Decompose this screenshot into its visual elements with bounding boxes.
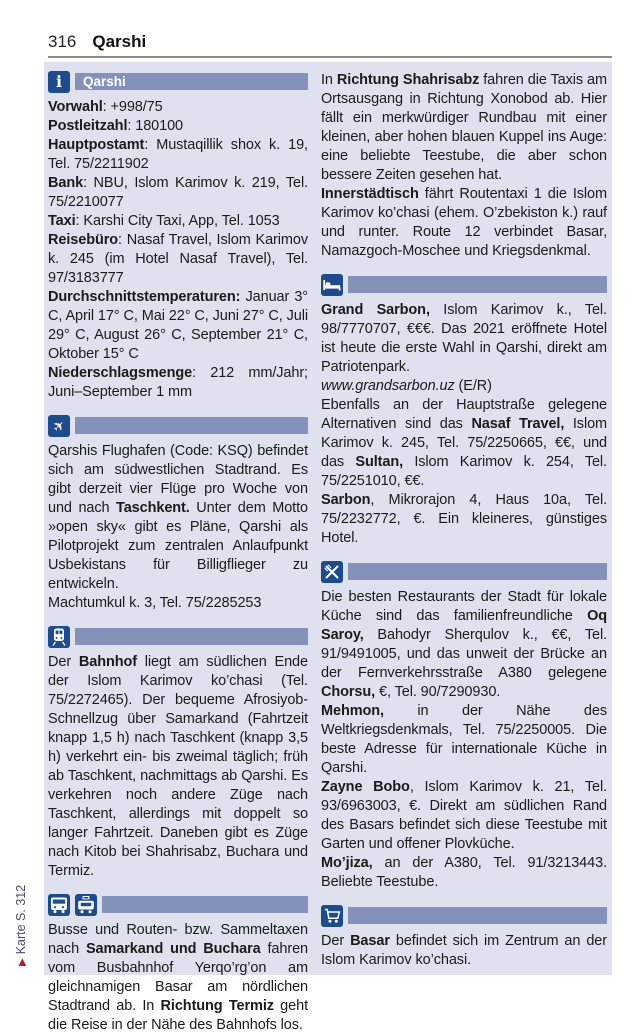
- paragraph: [321, 377, 607, 396]
- bold-text: Postleitzahl: [48, 118, 128, 134]
- text: : Karshi City Taxi, App, Tel. 1053: [75, 213, 280, 229]
- text: Die besten Restaurants der Stadt für lokale Küche sind das familienfreundliche: [321, 589, 607, 624]
- bold-text: Durchschnittstemperaturen:: [48, 289, 241, 305]
- paragraph: [321, 301, 607, 377]
- text: : 212 mm/Jahr; Juni–September 1 mm: [48, 365, 308, 400]
- section: [321, 561, 607, 892]
- text: fährt Routentaxi 1 die Islom Karimov ko’chasi (ehem. O’zbekiston k.) rauf und runter. Route 12 verbindet Basar, Namazgoch-Moschee und Kriegsdenkmal.: [321, 186, 607, 259]
- text: : 180100: [127, 118, 184, 134]
- text: an der A380, Tel. 91/3213443. Beliebte Teestube.: [321, 855, 607, 890]
- section-header: [321, 274, 607, 296]
- bold-text: Samarkand und Buchara: [85, 941, 261, 957]
- bold-text: Chorsu,: [321, 684, 376, 700]
- bold-text: Mo’jiza,: [321, 855, 373, 871]
- text: In: [321, 72, 337, 88]
- train-icon: [48, 626, 70, 648]
- section: [48, 415, 308, 613]
- paragraph: [321, 71, 607, 185]
- text: Der: [48, 654, 79, 670]
- paragraph: [48, 653, 308, 881]
- paragraph: [321, 491, 607, 548]
- paragraph: [48, 288, 308, 364]
- section-header: [48, 626, 308, 648]
- text: Januar 3° C, April 17° C, Mai 22° C, Juni 27° C, Juli 29° C, August 26° C, September 21° C, Oktober 15° C: [48, 289, 308, 362]
- section-header-bar: [75, 628, 308, 645]
- bold-text: Innerstädtisch: [321, 186, 419, 202]
- paragraph: [48, 231, 308, 288]
- bold-text: Oq Saroy,: [321, 608, 607, 643]
- info-icon: i: [48, 71, 70, 93]
- bed-icon: [321, 274, 343, 296]
- airplane-icon: ✈: [49, 416, 69, 436]
- text: geht die Reise in der Nähe des Bahnhofs los.: [48, 998, 308, 1033]
- section: [321, 905, 607, 970]
- text: Machtumkul k. 3, Tel. 75/2285253: [48, 595, 262, 611]
- section: [321, 71, 607, 261]
- text: Ebenfalls an der Hauptstraße gelegene Alternativen sind das: [321, 397, 607, 432]
- bold-text: Niederschlagsmenge: [48, 365, 193, 381]
- paragraph: [321, 185, 607, 261]
- paragraph: [48, 364, 308, 402]
- text: Unter dem Motto »open sky« gibt es Pläne, Qarshi als Pilotprojekt zum zentralen Anlaufpunkt Usbekistans für Billigflieger zu entwickeln.: [48, 500, 308, 592]
- map-marker-icon: ▶: [17, 958, 28, 966]
- paragraph: [48, 174, 308, 212]
- text: Bahodyr Sherqulov k., €€, Tel. 91/9491005, und das unweit der Brücke an der Fernverkehrsstraße A380 gelegene: [321, 627, 607, 681]
- text: : +998/75: [102, 99, 163, 115]
- paragraph: [321, 854, 607, 892]
- text: , Mikrorajon 4, Haus 10a, Tel. 75/2232772, €. Ein kleineres, günstiges Hotel.: [321, 492, 607, 546]
- shopping-cart-icon: [321, 905, 343, 927]
- section-header-bar: [102, 896, 308, 913]
- restaurant-icon: [321, 561, 343, 583]
- text: : Nasaf Travel, Islom Karimov k. 245 (im Hotel Nasaf Travel), Tel. 97/3183777: [48, 232, 308, 286]
- bold-text: Richtung Termiz: [160, 998, 274, 1014]
- text: Islom Karimov k. 254, Tel. 75/2251010, €€.: [321, 454, 607, 489]
- bold-text: Zayne Bobo: [321, 779, 410, 795]
- section: [48, 626, 308, 881]
- text: (E/R): [454, 378, 492, 394]
- paragraph: [321, 778, 607, 854]
- paragraph: [48, 442, 308, 594]
- text: €, Tel. 90/7290930.: [375, 684, 501, 700]
- bold-text: Nasaf Travel,: [471, 416, 565, 432]
- text: : Mustaqillik shox k. 19, Tel. 75/2211902: [48, 137, 308, 172]
- section-header: [48, 894, 308, 916]
- paragraph: [321, 588, 607, 702]
- margin-note: [14, 846, 30, 966]
- bold-text: Sarbon: [321, 492, 371, 508]
- page-number: 316: [48, 32, 77, 51]
- paragraph: [321, 932, 607, 970]
- section-header-bar-label: Qarshi: [75, 73, 308, 90]
- section-header-bar: [348, 907, 607, 924]
- info-box: [44, 62, 612, 1033]
- bold-text: Basar: [350, 933, 390, 949]
- text: befindet sich im Zentrum an der Islom Karimov ko’chasi.: [321, 933, 607, 968]
- text: Der: [321, 933, 351, 949]
- text: : NBU, Islom Karimov k. 219, Tel. 75/2210077: [48, 175, 308, 210]
- paragraph: [48, 117, 308, 136]
- header-rule: [48, 56, 612, 58]
- bold-text: Mehmon,: [321, 703, 384, 719]
- section-header: [321, 905, 607, 927]
- right-column: [321, 71, 608, 968]
- bold-text: Richtung Shahrisabz: [336, 72, 480, 88]
- bold-text: Bahnhof: [78, 654, 137, 670]
- text: fahren vom Busbahnhof Yerqo’rg’on am gleichnamigen Basar am nördlichen Stadtrand ab. In: [48, 941, 308, 1014]
- bold-text: Bank: [48, 175, 84, 191]
- section-header-bar: [348, 276, 607, 293]
- section-header-bar: [348, 563, 607, 580]
- paragraph: [48, 212, 308, 231]
- section: [48, 894, 308, 1035]
- bold-text: Taschkent.: [116, 500, 190, 516]
- bus-icon: [48, 894, 70, 916]
- text: in der Nähe des Weltkriegsdenkmals, Tel. 75/2250005. Die beste Adresse für internationale Küche in Qarshi.: [321, 703, 607, 776]
- bold-text: Grand Sarbon,: [321, 302, 430, 318]
- text: Islom Karimov k., Tel. 98/7770707, €€€. Das 2021 eröffnete Hotel ist heute die erste Wahl in Qarshi, direkt am Patriotenpark.: [321, 302, 607, 375]
- page-header: [48, 32, 146, 52]
- bold-text: Taxi: [48, 213, 76, 229]
- text: fahren die Taxis am Ortsausgang in Richtung Xonobod ab. Hier fällt ein merkwürdiger Rundbau mit einer kleinen, aber hohen blauen Kuppel ins Auge: eine beliebte Teestube, die aber schon bessere Zeiten gesehen hat.: [321, 72, 608, 183]
- bold-text: Vorwahl: [48, 99, 103, 115]
- italic-text: www.grandsarbon.uz: [321, 378, 455, 394]
- text: , Islom Karimov k. 21, Tel. 93/6963003, €. Direkt am südlichen Rand des Basars befindet sich diese Teestube mit Garten und offener Plovküche.: [321, 779, 607, 852]
- page-title: Qarshi: [92, 32, 147, 51]
- paragraph: [48, 921, 308, 1035]
- section-header: [48, 415, 308, 437]
- left-column: [48, 71, 308, 1033]
- section-header-bar: [75, 417, 308, 434]
- bold-text: Hauptpostamt: [48, 137, 145, 153]
- bold-text: Reisebüro: [48, 232, 119, 248]
- bold-text: Sultan,: [355, 454, 404, 470]
- section-header: [321, 561, 607, 583]
- paragraph: [321, 702, 607, 778]
- section: [48, 71, 308, 402]
- text: Qarshis Flughafen (Code: KSQ) befindet sich am südwestlichen Stadtrand. Es gibt derzeit vier Flüge pro Woche von und nach: [48, 443, 308, 516]
- paragraph: [48, 594, 308, 613]
- paragraph: [48, 98, 308, 117]
- text: Busse und Routen- bzw. Sammeltaxen nach: [48, 922, 308, 957]
- text: Islom Karimov k. 245, Tel. 75/2250665, €€, und das: [321, 416, 608, 470]
- margin-note-label: Karte S. 312: [14, 884, 28, 955]
- text: liegt am südlichen Ende der Islom Karimov ko’chasi (Tel. 75/2272465). Der bequeme Afrosiyob-Schnellzug über Samarkand (Fahrtzeit knapp 1,5 h) nach Taschkent (knapp 3,5 h) verkehrt ein- bis zweimal täglich; früh ab Taschkent, nachmittags ab Qarshi. Es verkehren noch andere Züge nach Taschkent, allerdings mit doppelt so langer Fahrtzeit. Daneben gibt es Züge nach Kitob bei Shahrisabz, Buchara und Termiz.: [48, 654, 308, 879]
- section-header: [48, 71, 308, 93]
- paragraph: [321, 396, 607, 491]
- section: [321, 274, 607, 548]
- paragraph: [48, 136, 308, 174]
- taxi-icon: [75, 894, 97, 916]
